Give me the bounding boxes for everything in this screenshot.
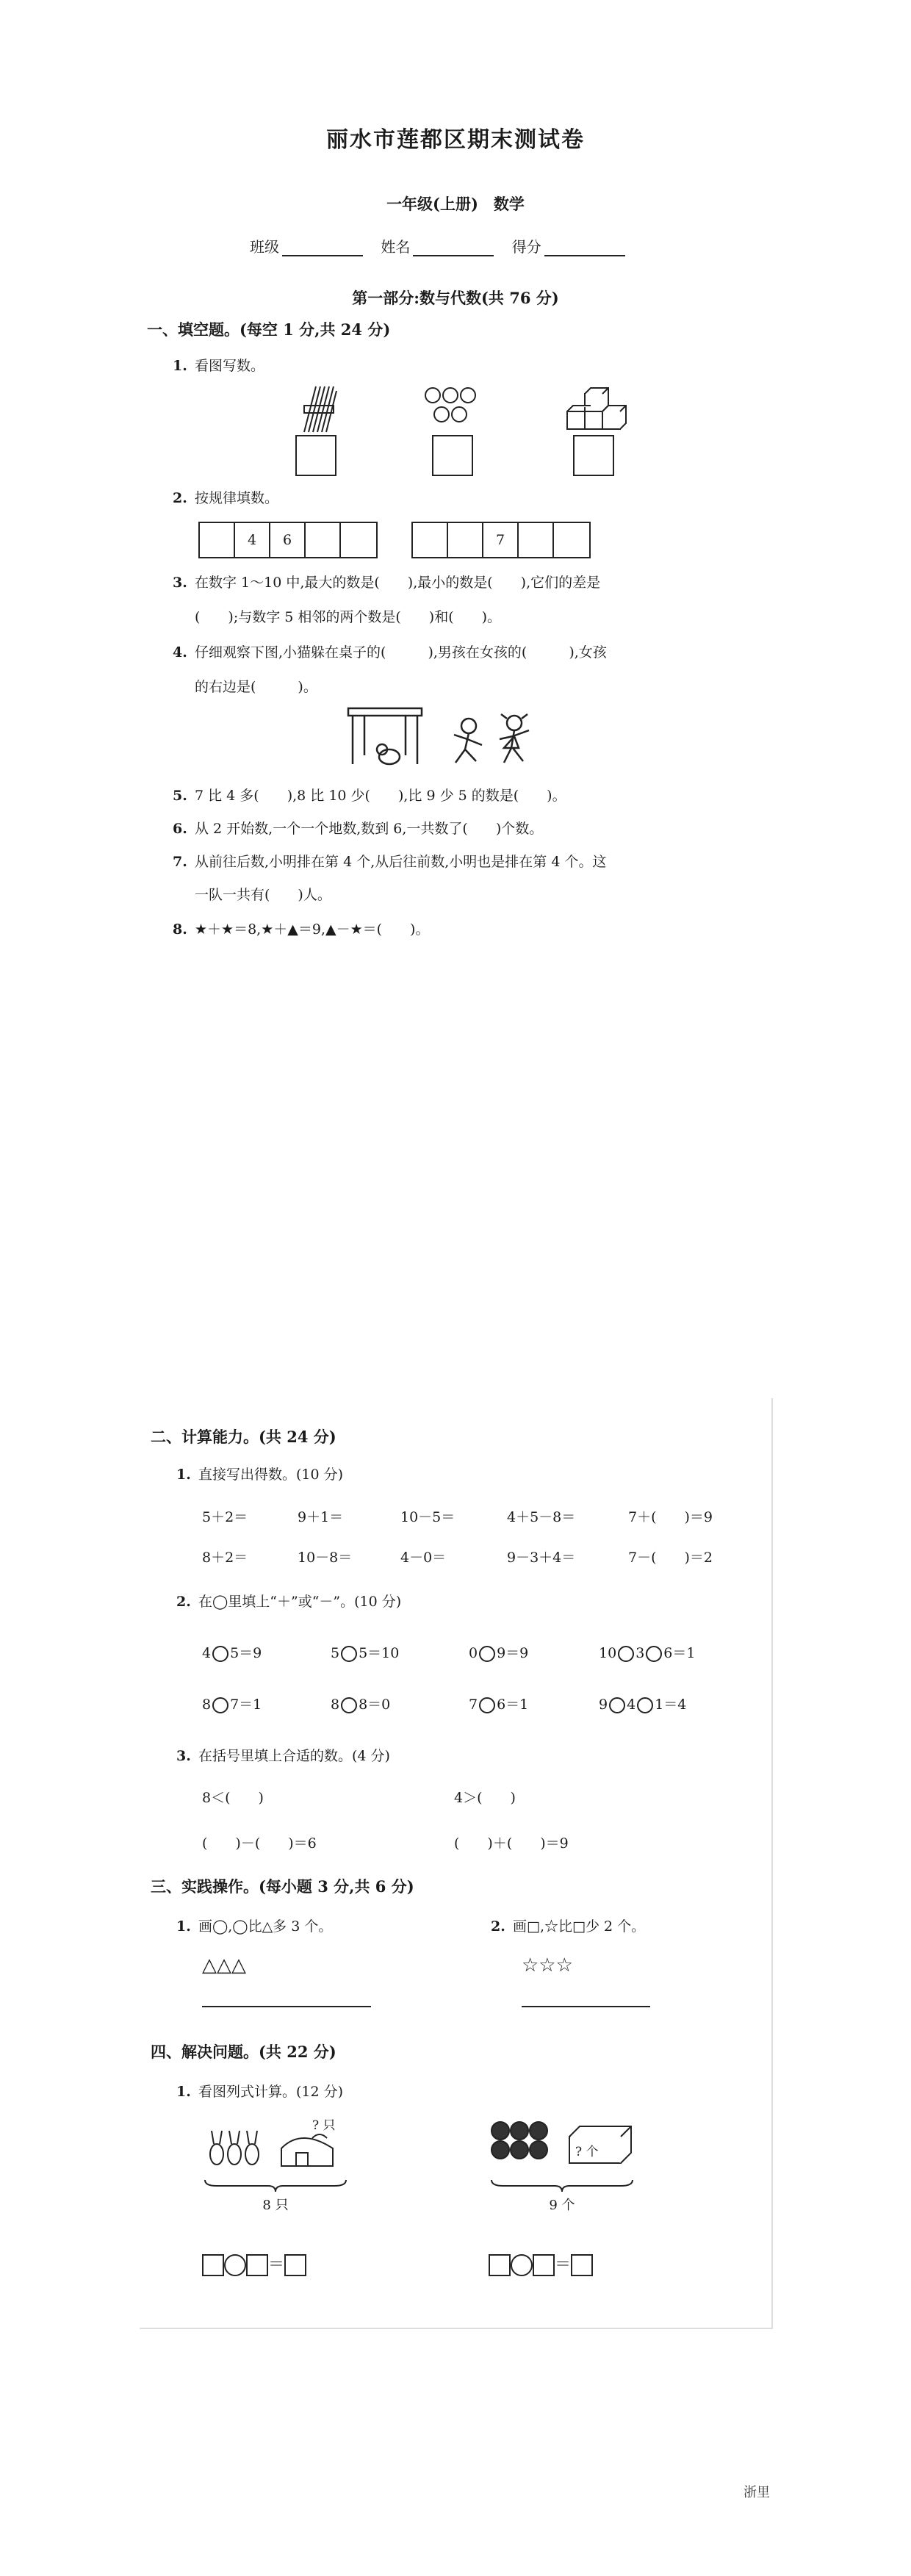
c2-item: 4 5＝9 bbox=[202, 1645, 262, 1661]
name-field[interactable] bbox=[413, 239, 494, 256]
seq2-cell[interactable] bbox=[448, 523, 483, 557]
q6-text: 从 2 开始数,一个一个地数,数到 6,一共数了( )个数。 bbox=[195, 821, 544, 837]
c1-item: 9－3＋4＝ bbox=[507, 1550, 576, 1566]
c1-item: 9＋1＝ bbox=[298, 1509, 344, 1525]
c2-item: 8 7＝1 bbox=[202, 1697, 262, 1713]
equation-box[interactable] bbox=[571, 2254, 593, 2276]
q7-number: 7. bbox=[173, 854, 187, 870]
q3-line1 bbox=[173, 572, 600, 591]
seq1-cell: 4 bbox=[235, 523, 270, 557]
q5 bbox=[173, 785, 566, 805]
q2-text: 按规律填数。 bbox=[195, 490, 279, 506]
seq2-cell[interactable] bbox=[519, 523, 554, 557]
c2-item: 9 4 1＝4 bbox=[599, 1697, 687, 1713]
section1-heading: 一、填空题。(每空 1 分,共 24 分) bbox=[147, 320, 391, 339]
c2 bbox=[176, 1591, 401, 1611]
part1-title: 第一部分:数与代数(共 76 分) bbox=[352, 289, 559, 307]
left-unknown-label: ? 只 bbox=[312, 2118, 336, 2133]
operator-circle[interactable] bbox=[479, 1697, 495, 1713]
q6 bbox=[173, 818, 543, 838]
seq2-cell[interactable] bbox=[413, 523, 448, 557]
q2 bbox=[173, 487, 278, 507]
c2-item: 0 9＝9 bbox=[469, 1645, 529, 1661]
p1-text: 画◯,◯比△多 3 个。 bbox=[198, 1918, 333, 1935]
student-info-line bbox=[250, 235, 638, 256]
section2-heading: 二、计算能力。(共 24 分) bbox=[151, 1428, 336, 1446]
operator-circle[interactable] bbox=[212, 1697, 228, 1713]
p2-text: 画□,☆比□少 2 个。 bbox=[513, 1918, 646, 1935]
operator-circle[interactable] bbox=[637, 1697, 653, 1713]
q1 bbox=[173, 355, 264, 375]
c1-item: 4＋5－8＝ bbox=[507, 1509, 576, 1525]
c1 bbox=[176, 1464, 343, 1483]
exam-subtitle: 一年级(上册) 数学 bbox=[386, 195, 525, 213]
name-label: 姓名 bbox=[381, 238, 411, 256]
equation-box[interactable] bbox=[246, 2254, 268, 2276]
class-label: 班级 bbox=[250, 238, 279, 256]
q8-number: 8. bbox=[173, 921, 187, 938]
q1-answer-box-1[interactable] bbox=[295, 435, 336, 476]
c2-text: 在◯里填上“＋”或“－”。(10 分) bbox=[198, 1594, 402, 1610]
q4-text-2: 的右边是( )。 bbox=[195, 679, 317, 695]
q1-answer-box-3[interactable] bbox=[573, 435, 614, 476]
q4-line1 bbox=[173, 641, 607, 661]
c1-item: 7＋( )＝9 bbox=[628, 1509, 713, 1525]
seq1-cell[interactable] bbox=[306, 523, 341, 557]
s1 bbox=[176, 2081, 343, 2101]
q5-number: 5. bbox=[173, 788, 187, 804]
sticks-bundle-image bbox=[294, 384, 338, 435]
equation-box[interactable] bbox=[284, 2254, 306, 2276]
score-label: 得分 bbox=[511, 238, 541, 256]
right-unknown-label: ? 个 bbox=[575, 2145, 599, 2159]
c2-item: 7 6＝1 bbox=[469, 1697, 529, 1713]
q2-number: 2. bbox=[173, 490, 187, 506]
equation-box[interactable] bbox=[202, 2254, 224, 2276]
right-total-label: 9 个 bbox=[549, 2198, 575, 2213]
c1-item: 4－0＝ bbox=[400, 1550, 447, 1566]
q3-number: 3. bbox=[173, 575, 187, 591]
c3-item-c[interactable]: ( )－( )＝6 bbox=[202, 1835, 317, 1852]
seq1-cell[interactable] bbox=[200, 523, 235, 557]
footer-mark: 浙里 bbox=[743, 2485, 770, 2500]
right-equation: ＝ bbox=[489, 2252, 593, 2276]
c2-item: 8 8＝0 bbox=[331, 1697, 391, 1713]
c2-number: 2. bbox=[176, 1594, 191, 1610]
c2-item: 5 5＝10 bbox=[331, 1645, 400, 1661]
c3 bbox=[176, 1745, 390, 1765]
q7-text-1: 从前往后数,小明排在第 4 个,从后往前数,小明也是排在第 4 个。这 bbox=[195, 854, 607, 870]
exam-title: 丽水市莲都区期末测试卷 bbox=[326, 127, 585, 153]
q3-text-2: ( );与数字 5 相邻的两个数是( )和( )。 bbox=[195, 609, 502, 625]
c1-item: 10－8＝ bbox=[298, 1550, 353, 1566]
operator-circle[interactable] bbox=[212, 1646, 228, 1662]
p1-number: 1. bbox=[176, 1918, 191, 1935]
q6-number: 6. bbox=[173, 821, 187, 837]
p2-answer-line[interactable] bbox=[522, 2006, 650, 2007]
section3-heading: 三、实践操作。(每小题 3 分,共 6 分) bbox=[151, 1877, 414, 1896]
triangles-shapes: △△△ bbox=[202, 1954, 246, 1976]
q2-sequence-2 bbox=[411, 522, 591, 558]
q1-text: 看图写数。 bbox=[195, 358, 265, 374]
seq1-cell: 6 bbox=[270, 523, 306, 557]
equation-box[interactable] bbox=[489, 2254, 511, 2276]
c1-item: 5＋2＝ bbox=[202, 1509, 248, 1525]
q4-number: 4. bbox=[173, 644, 187, 661]
q1-answer-box-2[interactable] bbox=[432, 435, 473, 476]
q4-text-1: 仔细观察下图,小猫躲在桌子的( ),男孩在女孩的( ),女孩 bbox=[195, 644, 607, 661]
left-brace-icon bbox=[202, 2179, 349, 2193]
seq2-cell: 7 bbox=[483, 523, 519, 557]
equation-operator[interactable] bbox=[511, 2254, 533, 2276]
c3-item-b[interactable]: 4＞( ) bbox=[454, 1790, 516, 1806]
c2-item: 10 3 6＝1 bbox=[599, 1645, 696, 1661]
operator-circle[interactable] bbox=[341, 1646, 357, 1662]
p1 bbox=[176, 1915, 332, 1935]
class-field[interactable] bbox=[282, 239, 363, 256]
operator-circle[interactable] bbox=[609, 1697, 625, 1713]
p2 bbox=[491, 1915, 645, 1935]
equation-operator[interactable] bbox=[224, 2254, 246, 2276]
c3-number: 3. bbox=[176, 1748, 191, 1764]
circles-image bbox=[422, 385, 484, 429]
stars-shapes: ☆☆☆ bbox=[522, 1954, 573, 1976]
seq1-cell[interactable] bbox=[341, 523, 376, 557]
c1-text: 直接写出得数。(10 分) bbox=[198, 1467, 344, 1483]
p2-number: 2. bbox=[491, 1918, 505, 1935]
left-total-label: 8 只 bbox=[262, 2198, 289, 2213]
q8 bbox=[173, 918, 429, 938]
q7-line1 bbox=[173, 851, 606, 871]
seq2-cell[interactable] bbox=[554, 523, 589, 557]
balls-box-image bbox=[489, 2116, 643, 2175]
q8-text: ★＋★＝8,★＋▲＝9,▲－★＝( )。 bbox=[195, 921, 430, 938]
c3-text: 在括号里填上合适的数。(4 分) bbox=[198, 1748, 390, 1764]
section4-heading: 四、解决问题。(共 22 分) bbox=[151, 2043, 336, 2061]
p1-answer-line[interactable] bbox=[202, 2006, 371, 2007]
c1-item: 10－5＝ bbox=[400, 1509, 455, 1525]
c1-number: 1. bbox=[176, 1467, 191, 1483]
operator-circle[interactable] bbox=[341, 1697, 357, 1713]
q7-text-2: 一队一共有( )人。 bbox=[195, 887, 331, 903]
c1-item: 8＋2＝ bbox=[202, 1550, 248, 1566]
equation-box[interactable] bbox=[533, 2254, 555, 2276]
c1-item: 7－( )＝2 bbox=[628, 1550, 713, 1566]
right-brace-icon bbox=[489, 2179, 635, 2193]
operator-circle[interactable] bbox=[479, 1646, 495, 1662]
c3-item-a[interactable]: 8＜( ) bbox=[202, 1790, 264, 1806]
s1-text: 看图列式计算。(12 分) bbox=[198, 2084, 344, 2100]
cubes-image bbox=[564, 386, 630, 433]
score-field[interactable] bbox=[544, 239, 625, 256]
q2-sequence-1 bbox=[198, 522, 378, 558]
table-cat-kids-image bbox=[344, 704, 557, 770]
operator-circle[interactable] bbox=[646, 1646, 662, 1662]
q3-text-1: 在数字 1～10 中,最大的数是( ),最小的数是( ),它们的差是 bbox=[195, 575, 601, 591]
left-equation: ＝ bbox=[202, 2252, 306, 2276]
q5-text: 7 比 4 多( ),8 比 10 少( ),比 9 少 5 的数是( )。 bbox=[195, 788, 566, 804]
operator-circle[interactable] bbox=[618, 1646, 634, 1662]
s1-number: 1. bbox=[176, 2084, 191, 2100]
c3-item-d[interactable]: ( )＋( )＝9 bbox=[454, 1835, 569, 1852]
q1-number: 1. bbox=[173, 358, 187, 374]
